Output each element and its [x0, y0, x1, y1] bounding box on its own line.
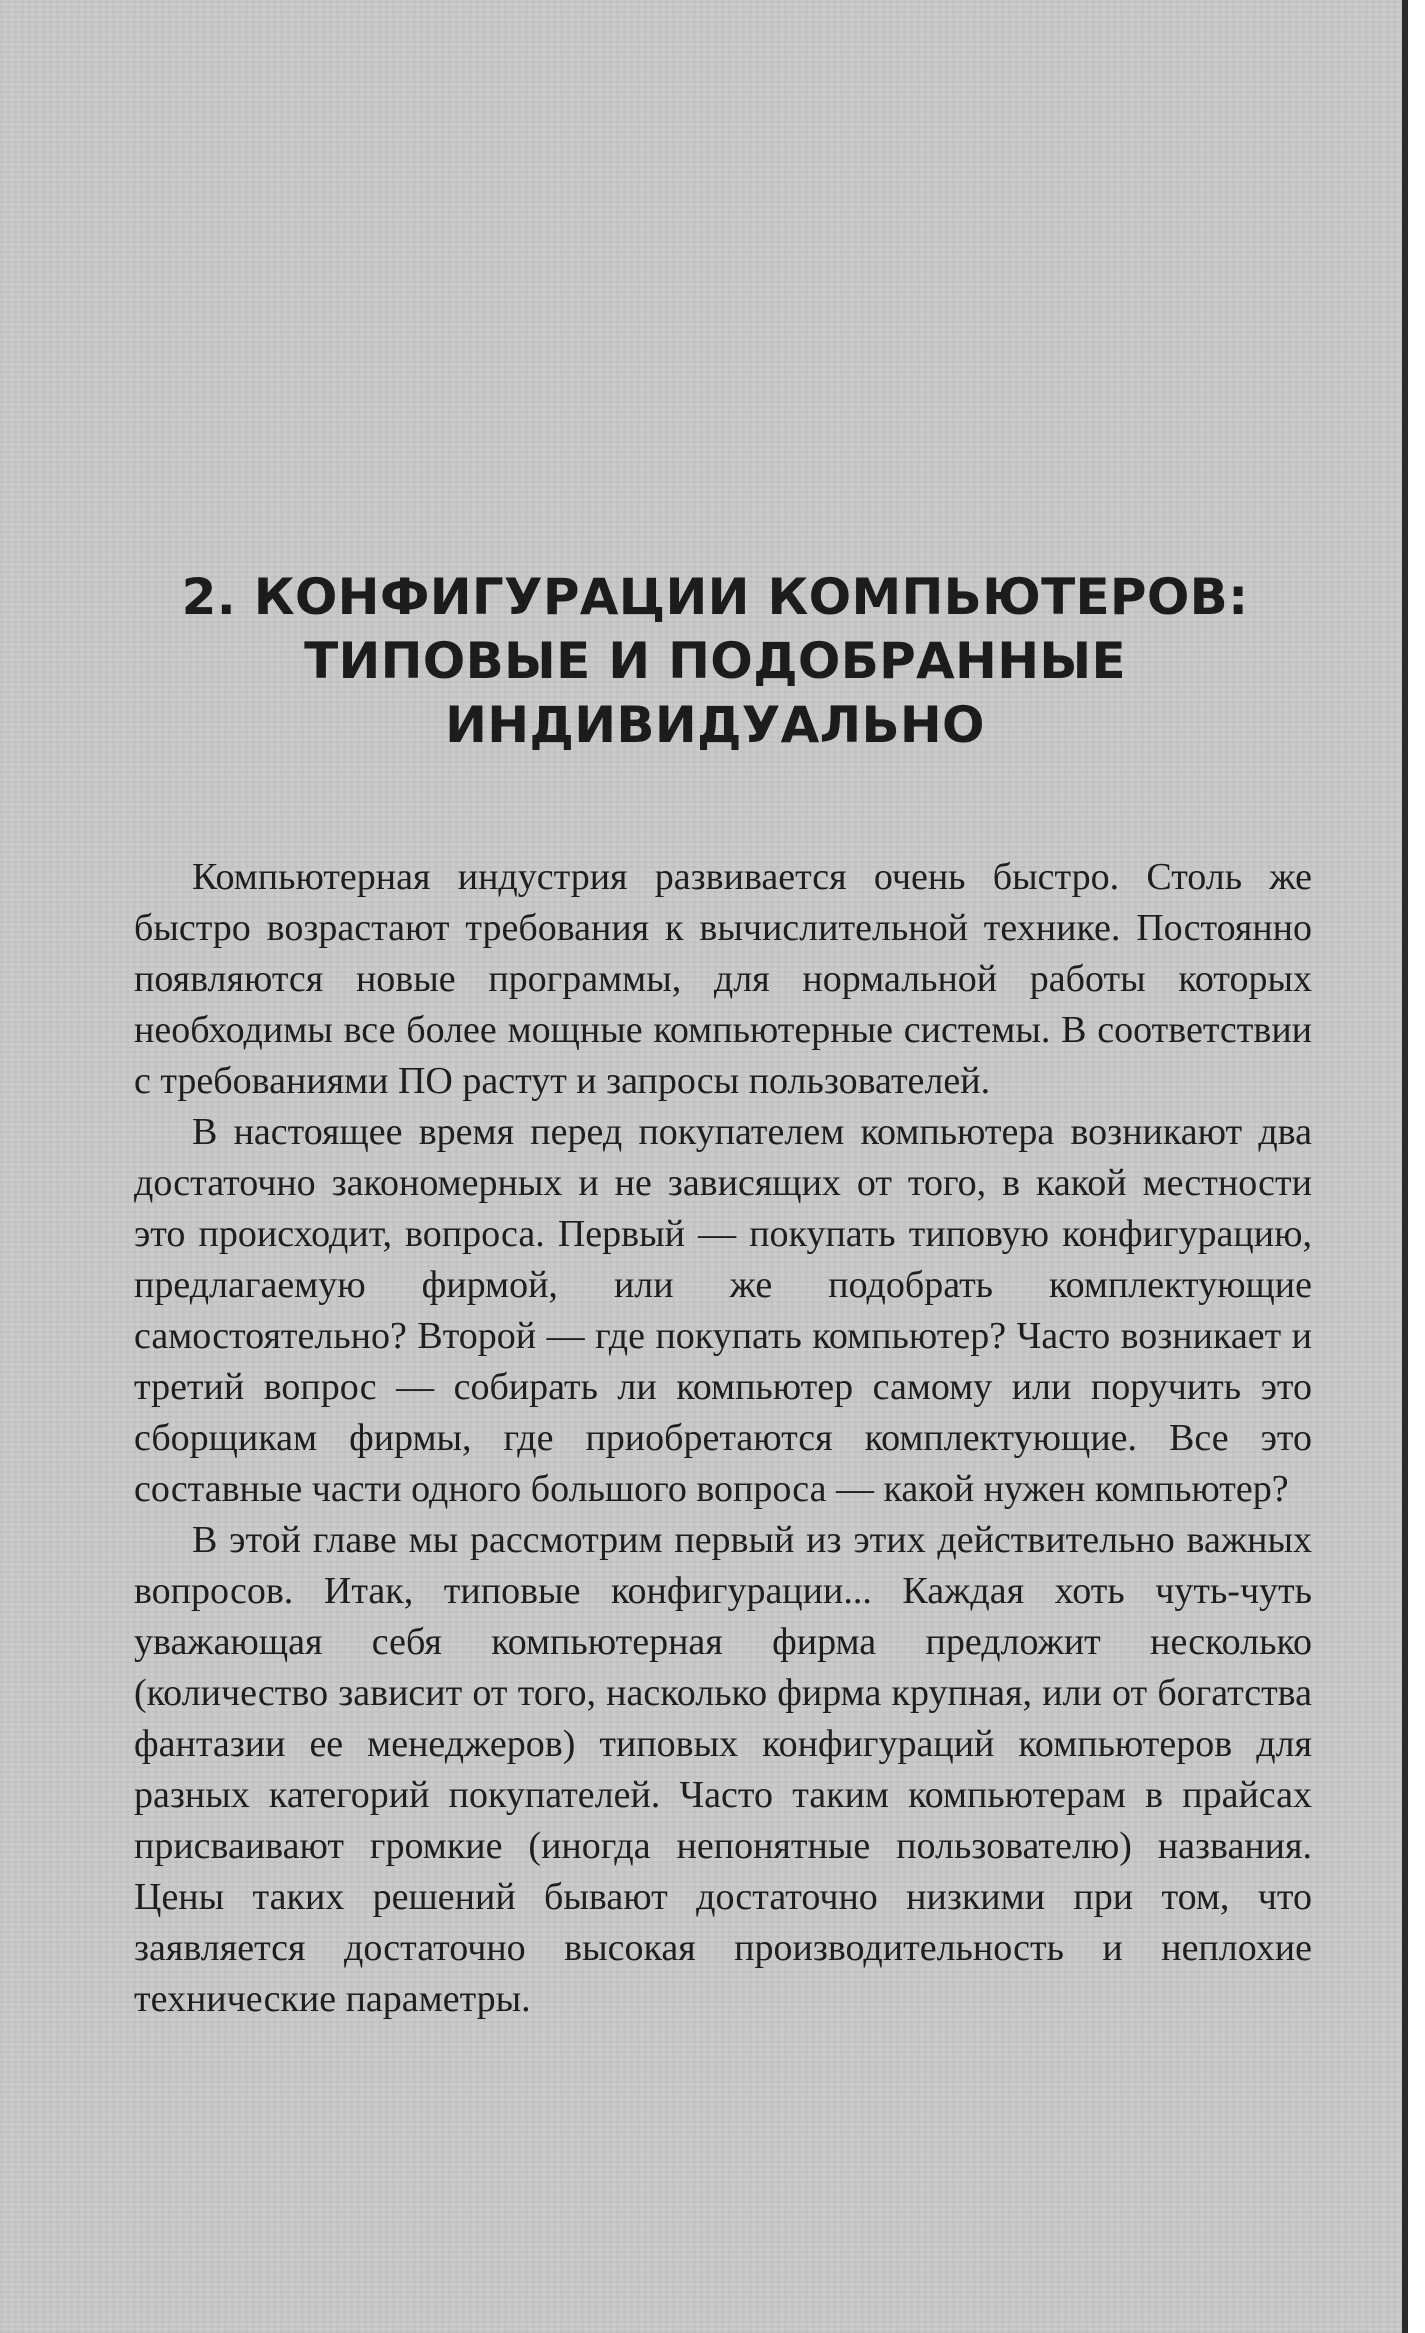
chapter-heading-line-2: ТИПОВЫЕ И ПОДОБРАННЫЕ [304, 632, 1126, 690]
page-edge-shadow [1402, 0, 1408, 2333]
chapter-body [134, 852, 1312, 2025]
chapter-heading-line-3: ИНДИВИДУАЛЬНО [445, 696, 985, 754]
paragraph-1: Компьютерная индустрия развивается очень быстро. Столь же быстро возрастают требования к вычислительной технике. Постоянно появляются новые программы, для нормальной работы которых необходимы все более мощные компьютерные системы. В соответствии с требованиями ПО растут и запросы пользователей. [134, 856, 1312, 1102]
chapter-heading [130, 565, 1300, 757]
chapter-heading-line-1: 2. КОНФИГУРАЦИИ КОМПЬЮТЕРОВ: [181, 568, 1249, 626]
paragraph-2: В настоящее время перед покупателем компьютера возникают два достаточно закономерных и не зависящих от того, в какой местности это происходит, вопроса. Первый — покупать типовую конфигурацию, предлагаемую фирмой, или же подобрать комплектующие самостоятельно? Второй — где покупать компьютер? Часто возникает и третий вопрос — собирать ли компьютер самому или поручить это сборщикам фирмы, где приобретаются комплектующие. Все это составные части одного большого вопроса — какой нужен компьютер? [134, 1111, 1312, 1510]
paragraph-3: В этой главе мы рассмотрим первый из этих действительно важных вопросов. Итак, типовые конфигурации... Каждая хоть чуть-чуть уважающая себя компьютерная фирма предложит несколько (количество зависит от того, насколько фирма крупная, или от богатства фантазии ее менеджеров) типовых конфигураций компьютеров для разных категорий покупателей. Часто таким компьютерам в прайсах присваивают громкие (иногда непонятные пользователю) названия. Цены таких решений бывают достаточно низкими при том, что заявляется достаточно высокая производительность и неплохие технические параметры. [134, 1519, 1312, 2020]
